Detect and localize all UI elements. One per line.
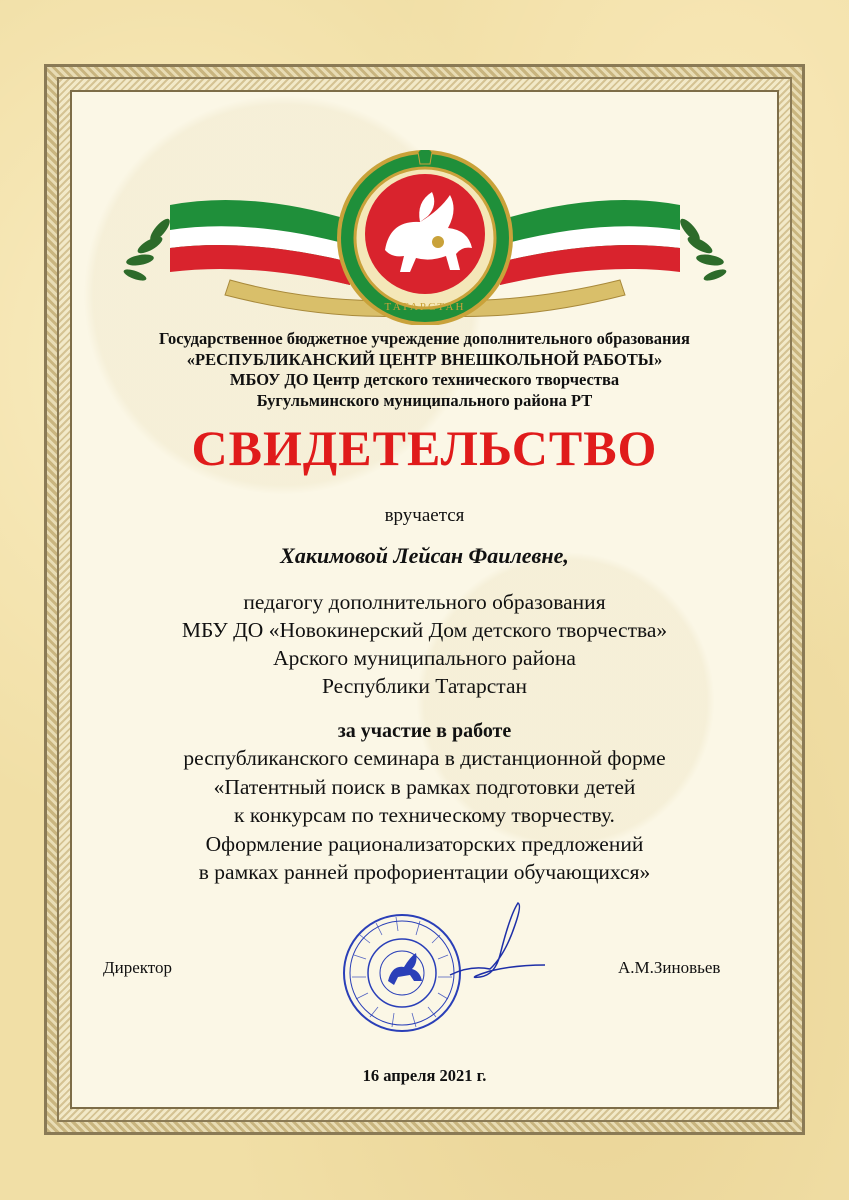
position-line: Республики Татарстан	[321, 674, 528, 698]
stamp-seal-icon	[344, 915, 460, 1031]
emblem-caption: ТАТАРСТАН	[384, 301, 466, 313]
event-description	[0, 744, 849, 887]
signatory-role: Директор	[103, 958, 172, 977]
signatory-name: А.М.Зиновьев	[618, 958, 721, 977]
org-line: Государственное бюджетное учреждение дополнительного образования	[159, 329, 690, 348]
official-stamp	[340, 895, 550, 1055]
event-line: республиканского семинара в дистанционной форме	[183, 746, 666, 770]
org-line: «РЕСПУБЛИКАНСКИЙ ЦЕНТР ВНЕШКОЛЬНОЙ РАБОТЫ»	[186, 349, 663, 369]
org-line: Бугульминского муниципального района РТ	[256, 390, 593, 410]
position-line: МБУ ДО «Новокинерский Дом детского творчества»	[181, 618, 668, 642]
event-line: «Патентный поиск в рамках подготовки детей	[213, 774, 636, 799]
event-line: в рамках ранней профориентации обучающихся»	[198, 860, 651, 884]
org-line: МБОУ ДО Центр детского технического творчества	[229, 370, 620, 389]
awarded-text: вручается	[384, 505, 465, 526]
event-line: к конкурсам по техническому творчеству.	[234, 803, 615, 827]
certificate-title: СВИДЕТЕЛЬСТВО	[191, 420, 658, 476]
position-line: Арского муниципального района	[273, 646, 576, 670]
event-line: Оформление рационализаторских предложений	[205, 831, 644, 856]
issue-date: 16 апреля 2021 г.	[362, 1066, 487, 1085]
reason-label: за участие в работе	[337, 720, 512, 742]
signature-stroke	[450, 903, 545, 977]
recipient-name: Хакимовой Лейсан Фаилевне,	[280, 543, 569, 568]
organization-header	[0, 329, 849, 411]
position-line: педагогу дополнительного образования	[243, 590, 606, 614]
tatarstan-coat-of-arms-icon	[120, 150, 730, 325]
recipient-position	[0, 588, 849, 700]
